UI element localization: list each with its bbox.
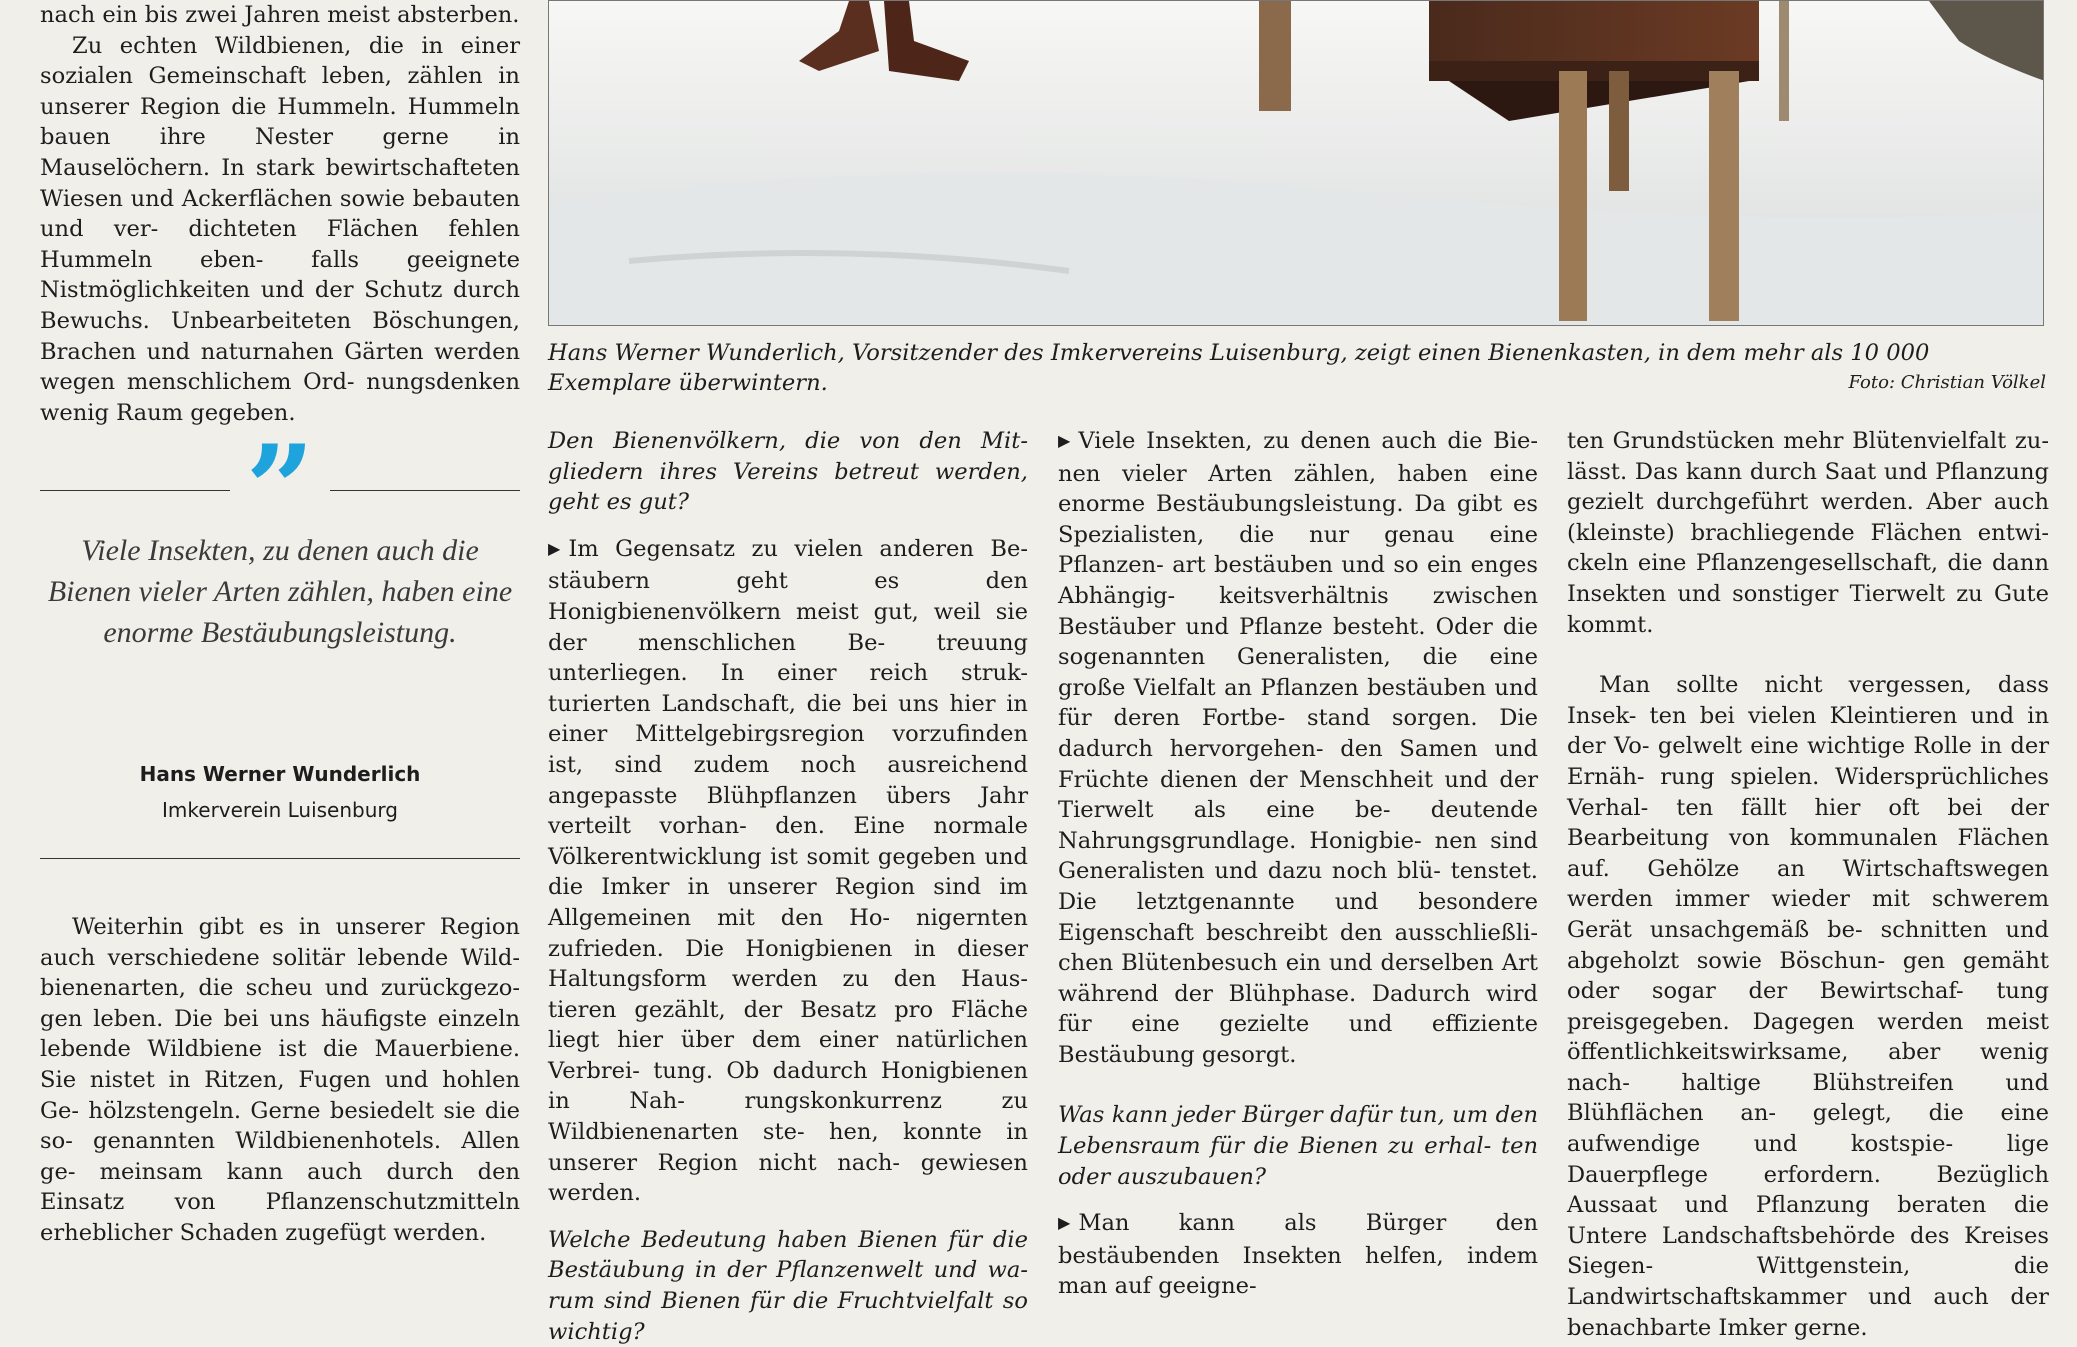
column-4 (1567, 426, 2049, 1341)
pull-quote-text: Viele Insekten, zu denen auch die Bienen vieler Arten zählen, haben eine enorme Bestäubungsleistung. (47, 534, 513, 649)
photo-credit: Foto: Christian Völkel (1848, 372, 2046, 393)
answer-3 (1058, 1208, 1538, 1302)
photo-caption (548, 338, 2046, 398)
question-1: Den Bienenvölkern, die von den Mit- gliedern ihres Vereins betreut werden, geht es gut? (548, 428, 1028, 516)
pull-quote-rule-right (330, 490, 520, 491)
col4-paragraph-2: Man sollte nicht vergessen, dass Insek- ten bei vielen Kleintieren und in der Vo- gelwelt eine wichtige Rolle in der Ernäh- rung spielen. Widersprüchliches Verhal- ten fällt hier oft bei der Bearbeitung von kommunalen Flächen auf. Gehölze an Wirtschaftswegen werden immer wieder mit schwerem Gerät unsachgemäß be- schnitten und abgeholzt sowie Böschun- gen gemäht oder sogar der Bewirtschaf- tung preisgegeben. Dagegen werden meist öffentlichkeitswirksame, aber wenig nach- haltige Blühstreifen und Blühflächen an- gelegt, die eine aufwendige und kostspie- lige Dauerpflege erfordern. Bezüglich Aussaat und Pflanzung beraten die Untere Landschaftsbehörde des Kreises Siegen- Wittgenstein, die Landwirtschaftskammer und auch der benachbarte Imker gerne. (1567, 672, 2049, 1341)
col4-paragraph-1: ten Grundstücken mehr Blütenvielfalt zu- lässt. Das kann durch Saat und Pflanzung gezielt durchgeführt werden. Aber auch (kleinste) brachliegende Flächen entwi- ckeln eine Pflanzengesellschaft, die dann Insekten und sonstiger Tierwelt zu Gute kommt. (1567, 428, 2049, 638)
quote-mark-icon: ” (245, 419, 315, 560)
col1-paragraph-hummeln: Zu echten Wildbienen, die in einer sozialen Gemeinschaft leben, zählen in unserer Region die Hummeln. Hummeln bauen ihre Nester gerne in Mauselöchern. In stark bewirtschafteten Wiesen und Ackerflächen sowie bebauten und ver- dichteten Flächen fehlen Hummeln eben- falls geeignete Nistmöglichkeiten und der Schutz durch Bewuchs. Unbearbeiteten Böschungen, Brachen und naturnahen Gärten werden wegen menschlichem Ord- nungsdenken wenig Raum gegeben. (40, 32, 520, 426)
pull-quote-rule-bottom (40, 858, 520, 859)
answer-1 (548, 534, 1028, 1209)
question-2: Welche Bedeutung haben Bienen für die Bestäubung in der Pflanzenwelt und wa- rum sind Bienen für die Fruchtvielfalt so wichtig? (548, 1226, 1028, 1345)
answer-2 (1058, 426, 1538, 1070)
col1-paragraph-continuation: nach ein bis zwei Jahren meist absterben. (40, 2, 520, 28)
beehive-photo (548, 0, 2044, 326)
answer-1-text: Im Gegensatz zu vielen anderen Be- stäubern geht es den Honigbienenvölkern meist gut, weil sie der menschlichen Be- treuung unterliegen. In einer reich struk- turierten Landschaft, die bei uns hier in einer Mittelgebirgsregion vorzufinden ist, sind zudem noch ausreichend angepasste Blühpflanzen übers Jahr verteilt vorhan- den. Eine normale Völkerentwicklung ist somit gegeben und die Imker in unserer Region sind im Allgemeinen mit den Ho- nigernten zufrieden. Die Honigbienen in dieser Haltungsform werden zu den Haus- tieren gezählt, der Besatz pro Fläche liegt hier über dem einer natürlichen Verbrei- tung. Ob dadurch Honigbienen in Nah- rungskonkurrenz zu Wildbienenarten ste- hen, konnte in unserer Region nicht nach- gewiesen werden. (548, 535, 1028, 1207)
pull-quote-organization: Imkerverein Luisenburg (162, 798, 398, 822)
pull-quote-rule-left (40, 490, 230, 491)
answer-3-text: Man kann als Bürger den bestäubenden Insekten helfen, indem man auf geeigne- (1058, 1210, 1538, 1300)
col1-paragraph-solitaer: Weiterhin gibt es in unserer Region auch verschiedene solitär lebende Wild- bienenarten, die scheu und zurückgezo- gen leben. Die bei uns häufigste einzeln lebende Wildbiene ist die Mauerbiene. Sie nistet in Ritzen, Fugen und hohlen Ge- hölzstengeln. Gerne besiedelt sie die so- genannten Wildbienenhotels. Allen ge- meinsam kann auch durch den Einsatz von Pflanzenschutzmitteln erheblicher Schaden zugefügt werden. (40, 914, 520, 1246)
column-2 (548, 426, 1028, 1345)
pull-quote-person: Hans Werner Wunderlich (139, 762, 421, 786)
question-3: Was kann jeder Bürger dafür tun, um den Lebensraum für die Bienen zu erhal- ten oder auszubauen? (1058, 1102, 1538, 1190)
answer-2-text: Viele Insekten, zu denen auch die Bie- nen vieler Arten zählen, haben eine enorme Bestäubungsleistung. Da gibt es Spezialisten, die nur genau eine Pflanzen- art bestäuben und so ein enges Abhängig- keitsverhältnis zwischen Bestäuber und Pflanze besteht. Oder die sogenannten Generalisten, die eine große Vielfalt an Pflanzen bestäuben und für deren Fortbe- stand sorgen. Die dadurch hervorgehen- den Samen und Früchte dienen der Menschheit und der Tierwelt als eine be- deutende Nahrungsgrundlage. Honigbie- nen sind Generalisten und dazu noch blü- tenstet. Die letztgenannte und besondere Eigenschaft beschreibt den ausschließli- chen Blütenbesuch ein und derselben Art während der Blühphase. Dadurch wird für eine gezielte und effiziente Bestäubung gesorgt. (1058, 428, 1538, 1068)
answer-marker-icon: ▶ (1058, 431, 1071, 450)
answer-marker-icon: ▶ (1058, 1213, 1071, 1233)
column-3 (1058, 426, 1538, 1300)
caption-text: Hans Werner Wunderlich, Vorsitzender des Imkervereins Luisenburg, zeigt einen Bienenkasten, in dem mehr als 10 000 Exemplare überwintern. (548, 340, 1930, 396)
beehive-photo-illustration (549, 1, 2044, 326)
answer-marker-icon: ▶ (548, 538, 561, 558)
